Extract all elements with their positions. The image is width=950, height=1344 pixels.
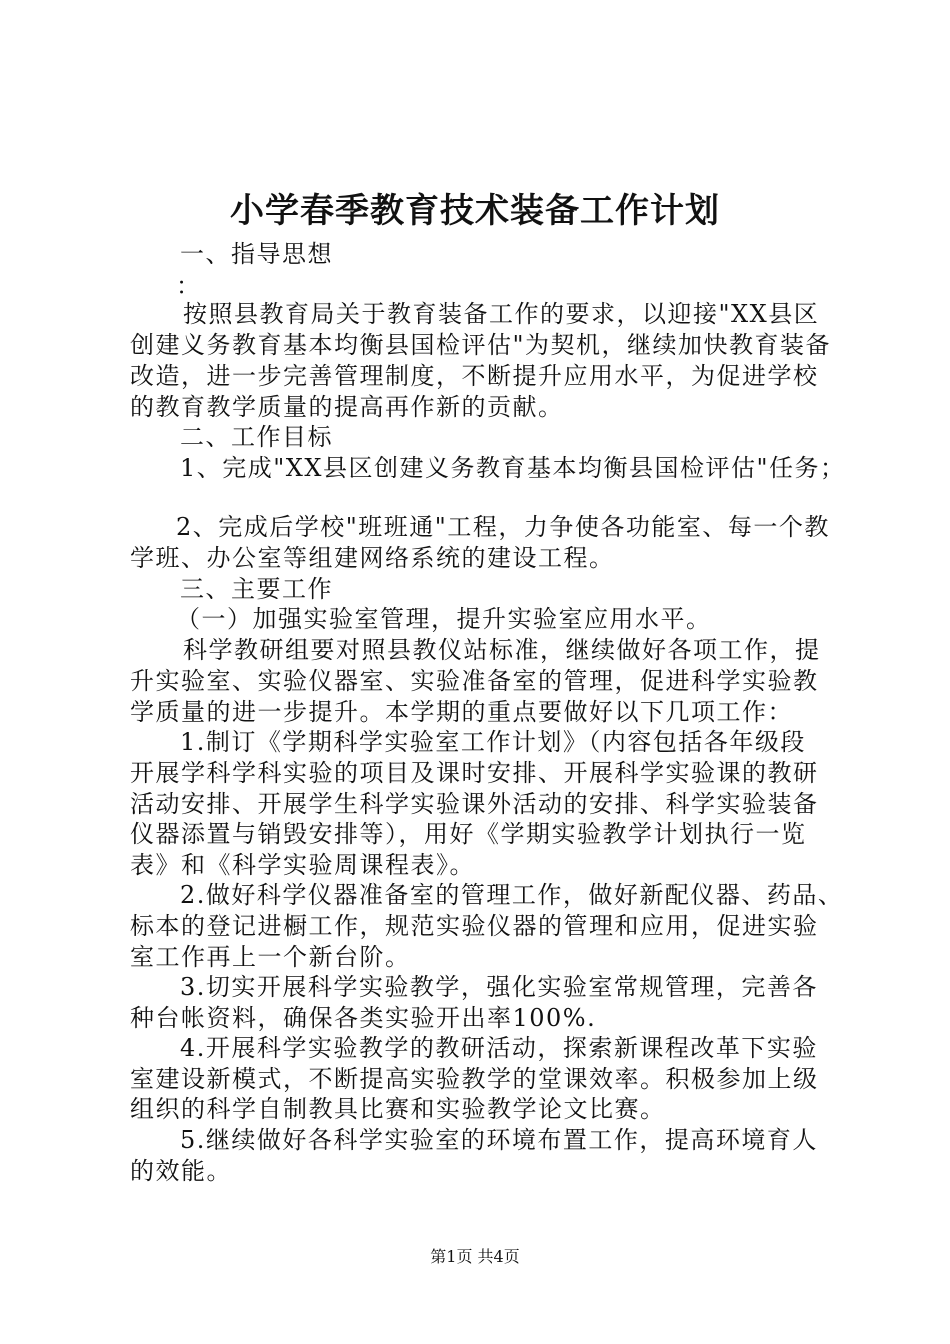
paragraph-line: 学班、办公室等组建网络系统的建设工程。 [130,544,615,572]
list-item: 2.做好科学仪器准备室的管理工作，做好新配仪器、药品、 [180,881,844,909]
paragraph-line: 按照县教育局关于教育装备工作的要求，以迎接"XX县区 [183,300,820,328]
paragraph-line: 科学教研组要对照县教仪站标准，继续做好各项工作，提 [183,636,821,664]
paragraph-line: 的效能。 [130,1157,232,1185]
section-heading: 二、工作目标 [180,423,333,451]
paragraph-line: 学质量的进一步提升。本学期的重点要做好以下几项工作： [130,698,793,726]
list-item: 1.制订《学期科学实验室工作计划》（内容包括各年级段 [180,728,806,756]
paragraph-line: 组织的科学自制教具比赛和实验教学论文比赛。 [130,1095,666,1123]
paragraph-line: 改造，进一步完善管理制度，不断提升应用水平，为促进学校 [130,362,819,390]
list-item: 3.切实开展科学实验教学，强化实验室常规管理，完善各 [180,973,818,1001]
paragraph-line: 仪器添置与销毁安排等），用好《学期实验教学计划执行一览 [130,820,807,848]
paragraph-line: 开展学科学科实验的项目及课时安排、开展科学实验课的教研 [130,759,819,787]
paragraph-line: 的教育教学质量的提高再作新的贡献。 [130,393,564,421]
paragraph-line: 创建义务教育基本均衡县国检评估"为契机，继续加快教育装备 [130,331,832,359]
paragraph-line: 1、完成"XX县区创建义务教育基本均衡县国检评估"任务； [180,454,846,482]
paragraph-line: 表》和《科学实验周课程表》。 [130,851,475,879]
page-number-footer: 第1页 共4页 [430,1247,520,1266]
list-item: 5.继续做好各科学实验室的环境布置工作，提高环境育人 [180,1126,818,1154]
list-item: 4.开展科学实验教学的教研活动，探索新课程改革下实验 [180,1034,818,1062]
paragraph-line: 种台帐资料，确保各类实验开出率100%. [130,1004,597,1032]
paragraph-line: 2、完成后学校"班班通"工程，力争使各功能室、每一个教 [176,513,830,541]
section-heading: 一、指导思想 [180,240,333,268]
section-heading: 三、主要工作 [180,575,333,603]
paragraph-line: 升实验室、实验仪器室、实验准备室的管理，促进科学实验教 [130,667,819,695]
paragraph-line: ： [176,272,202,300]
paragraph-line: 标本的登记进橱工作，规范实验仪器的管理和应用，促进实验 [130,912,819,940]
paragraph-line: 室建设新模式，不断提高实验教学的堂课效率。积极参加上级 [130,1065,819,1093]
paragraph-line: 活动安排、开展学生科学实验课外活动的安排、科学实验装备 [130,790,819,818]
document-title: 小学春季教育技术装备工作计划 [230,191,720,231]
subsection-heading: （一）加强实验室管理，提升实验室应用水平。 [176,605,712,633]
paragraph-line: 室工作再上一个新台阶。 [130,943,411,971]
